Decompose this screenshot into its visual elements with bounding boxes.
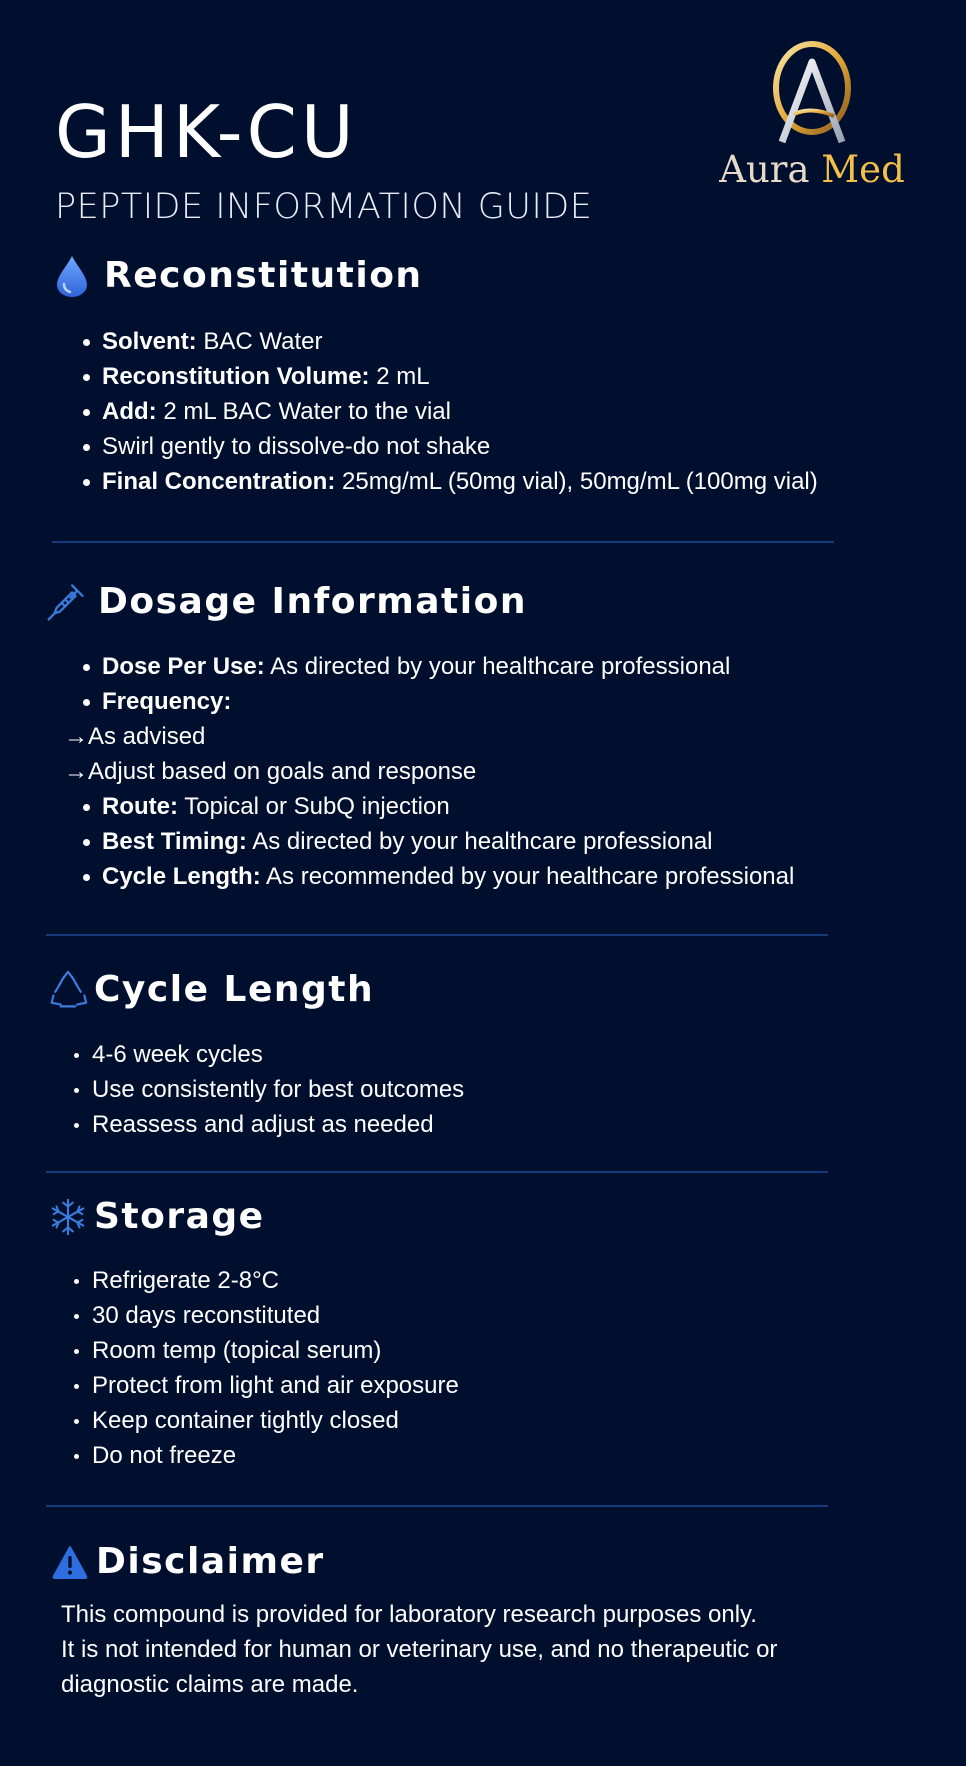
list-item: Add: 2 mL BAC Water to the vial	[80, 394, 818, 429]
list-item: Reconstitution Volume: 2 mL	[80, 359, 818, 394]
storage-list	[70, 1263, 459, 1473]
page-subtitle: PEPTIDE INFORMATION GUIDE	[55, 187, 593, 227]
list-subitem: →As advised	[64, 723, 206, 750]
cycle-section-header	[48, 968, 374, 1012]
section-divider	[46, 934, 828, 936]
cycle-list	[70, 1037, 464, 1142]
cycle-heading: Cycle Length	[94, 969, 375, 1010]
dosage-heading: Dosage Information	[98, 581, 527, 622]
list-item: Refrigerate 2-8°C	[70, 1263, 459, 1298]
list-item: Dose Per Use: As directed by your healthcare professional	[80, 649, 794, 684]
section-divider	[46, 1505, 828, 1507]
list-item: 30 days reconstituted	[70, 1298, 459, 1333]
list-item: Room temp (topical serum)	[70, 1333, 459, 1368]
list-item: Protect from light and air exposure	[70, 1368, 459, 1403]
reconstitution-list	[80, 324, 818, 499]
dosage-list	[64, 649, 795, 894]
logo-emblem-icon	[712, 40, 912, 150]
storage-section-header	[48, 1195, 265, 1239]
list-item: 4-6 week cycles	[70, 1037, 464, 1072]
list-item: Solvent: BAC Water	[80, 324, 818, 359]
storage-heading: Storage	[94, 1196, 265, 1237]
disclaimer-section-header	[52, 1540, 325, 1584]
syringe-icon	[46, 580, 86, 624]
list-item: Do not freeze	[70, 1438, 459, 1473]
recycle-icon	[48, 968, 88, 1012]
disclaimer-text: This compound is provided for laboratory research purposes only. It is not intended for human or veterinary use, and no therapeutic or diagnostic claims are made.	[61, 1601, 778, 1698]
warning-icon	[52, 1540, 88, 1584]
list-item: Best Timing: As directed by your healthcare professional	[80, 824, 794, 859]
aura-med-logo	[712, 40, 912, 195]
list-item: Final Concentration: 25mg/mL (50mg vial), 50mg/mL (100mg vial)	[80, 464, 818, 499]
logo-wordmark: Aura Med	[719, 148, 905, 191]
list-item: Use consistently for best outcomes	[70, 1072, 464, 1107]
list-item: Route: Topical or SubQ injection	[80, 789, 794, 824]
dosage-section-header	[46, 580, 527, 624]
section-divider	[46, 1171, 828, 1173]
list-subitem: →Adjust based on goals and response	[64, 758, 477, 785]
list-item: Frequency:	[80, 684, 794, 719]
snowflake-icon	[48, 1195, 88, 1239]
disclaimer-heading: Disclaimer	[96, 1541, 325, 1582]
water-drop-icon	[52, 254, 92, 298]
list-item: Swirl gently to dissolve-do not shake	[80, 429, 818, 464]
list-item: Cycle Length: As recommended by your healthcare professional	[80, 859, 794, 894]
section-divider	[52, 541, 834, 543]
page-title: GHK-CU	[55, 90, 358, 174]
reconstitution-section-header	[52, 254, 423, 298]
list-item: Keep container tightly closed	[70, 1403, 459, 1438]
reconstitution-heading: Reconstitution	[104, 255, 423, 296]
list-item: Reassess and adjust as needed	[70, 1107, 464, 1142]
